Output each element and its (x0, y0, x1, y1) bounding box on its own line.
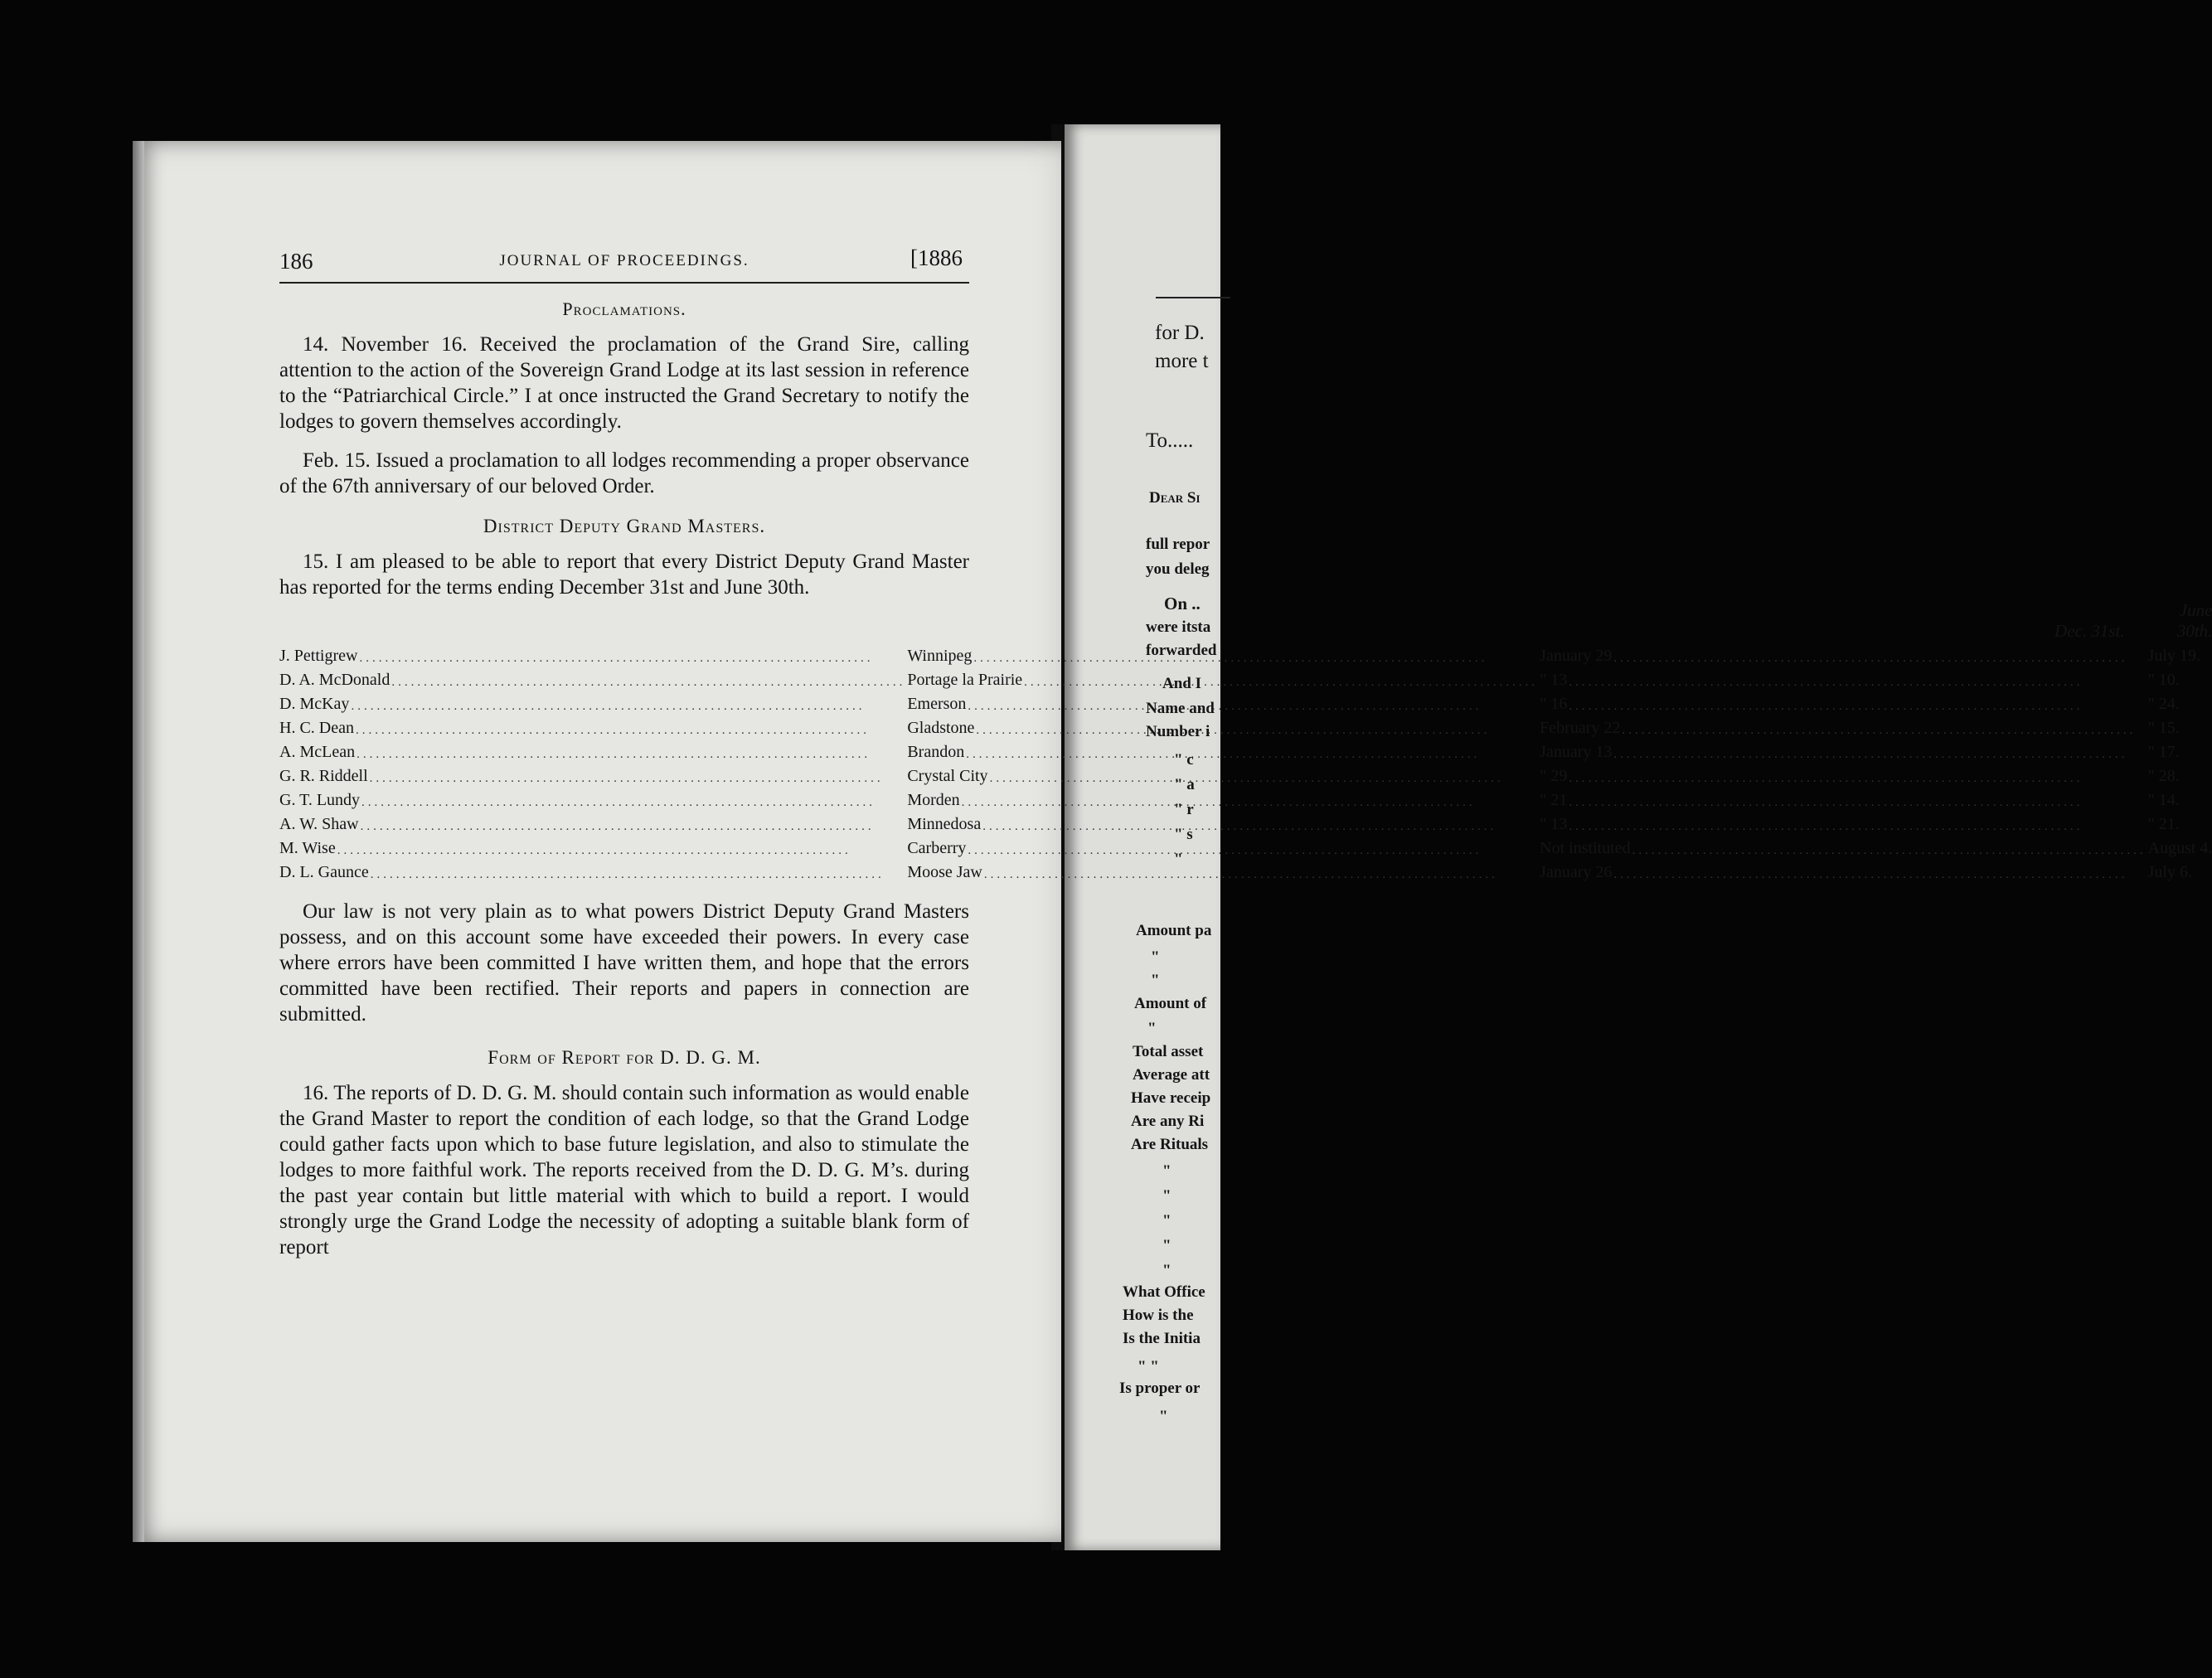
roster-name: J. Pettigrew (279, 647, 358, 665)
adjacent-line: Are any Ri (1131, 1113, 1205, 1130)
running-title: JOURNAL OF PROCEEDINGS. (499, 252, 749, 269)
roster-dec-date: " 13 (1540, 671, 1568, 689)
paragraph-feb-15: Feb. 15. Issued a proclamation to all lodges recommending a proper observance of the 67th anniversary of our beloved Order. (279, 449, 969, 497)
dot-leader (336, 844, 908, 858)
roster-june-date: " 14. (2147, 791, 2180, 809)
roster-june-date: " 17. (2147, 743, 2180, 761)
roster-row (279, 714, 2212, 738)
roster-row (279, 810, 2212, 834)
running-year: [1886 (910, 245, 963, 270)
adjacent-line: " a (1174, 776, 1195, 793)
adjacent-line: Dear Si (1149, 489, 1201, 507)
dot-leader (1631, 844, 2148, 858)
paragraph-15: 15. I am pleased to be able to report that every District Deputy Grand Master has reported for the terms ending December 31st and June 30th. (279, 550, 969, 599)
roster-row (279, 690, 2212, 714)
dot-leader (360, 796, 907, 810)
roster-lodge-place: Emerson (907, 695, 967, 713)
paragraph-powers: Our law is not very plain as to what powers District Deputy Grand Masters possess, and on this account some have exceeded their powers. In every case where errors have been committed I have written them, and hope that the errors committed have been rectified. Their reports and papers in connection are submitted. (279, 900, 969, 1026)
adjacent-line: Are Rituals (1131, 1136, 1209, 1153)
adjacent-line: To..... (1146, 429, 1194, 452)
deputy-roster-table (279, 600, 2212, 882)
dot-leader (1567, 700, 2147, 714)
roster-name: D. A. McDonald (279, 671, 390, 689)
dot-leader (369, 868, 908, 882)
roster-lodge-place: Carberry (907, 839, 967, 857)
adjacent-line: " r (1174, 801, 1194, 818)
col-june-30: June 30th. (2176, 600, 2212, 641)
dot-leader (964, 748, 1540, 762)
dot-leader (966, 700, 1540, 714)
adjacent-line: full repor (1146, 536, 1210, 553)
adjacent-line: " (1162, 1212, 1171, 1229)
dot-leader (368, 772, 908, 786)
adjacent-line: Is the Initia (1123, 1330, 1201, 1347)
roster-name: H. C. Dean (279, 719, 354, 737)
paragraph-14: 14. November 16. Received the proclamation of the Grand Sire, calling attention to the action of the Sovereign Grand Lodge at its last session in reference to the “Patriarchical Circle.” I at once instructed the Grand Secretary to notify the lodges to govern themselves accordingly. (279, 333, 969, 433)
dot-leader (1620, 724, 2147, 738)
roster-june-date: " 15. (2147, 719, 2180, 737)
roster-june-date: " 28. (2147, 767, 2180, 785)
dot-leader (960, 796, 1540, 810)
roster-lodge-place: Portage la Prairie (907, 671, 1023, 689)
roster-dec-date: " 16 (1540, 695, 1568, 713)
adjacent-line: were itsta (1146, 618, 1211, 636)
adjacent-line: And I (1162, 675, 1201, 692)
adjacent-line: Number i (1146, 723, 1210, 740)
adjacent-line: " (1151, 948, 1160, 966)
col-dec-31: Dec. 31st. (2054, 621, 2125, 641)
dot-leader (1567, 772, 2147, 786)
roster-name: G. R. Riddell (279, 767, 368, 785)
roster-lodge-place: Morden (907, 791, 960, 809)
adjacent-line: more t (1155, 350, 1209, 372)
roster-lodge-place: Winnipeg (907, 647, 973, 665)
roster-name: D. McKay (279, 695, 350, 713)
adjacent-line: On .. (1164, 594, 1201, 613)
dot-leader (390, 676, 907, 690)
dot-leader (1567, 796, 2147, 810)
roster-name: A. W. Shaw (279, 815, 359, 833)
dot-leader (1567, 676, 2147, 690)
dot-leader (981, 820, 1540, 834)
adjacent-line: Name and (1146, 700, 1215, 717)
adjacent-line: What Office (1123, 1283, 1205, 1301)
dot-leader (1612, 868, 2147, 882)
roster-lodge-place: Gladstone (907, 719, 975, 737)
roster-dec-date: " 29 (1540, 767, 1568, 785)
section-heading-proclamations: Proclamations. (562, 298, 686, 319)
adjacent-line: " (1162, 1162, 1171, 1180)
roster-name: M. Wise (279, 839, 336, 857)
roster-row (279, 834, 2212, 858)
section-heading-form: Form of Report for D. D. G. M. (488, 1047, 761, 1068)
adjacent-line: " c (1174, 751, 1194, 769)
adjacent-line: " (1162, 1237, 1171, 1254)
adjacent-line: " (1174, 851, 1183, 868)
adjacent-line: " (1162, 1262, 1171, 1279)
adjacent-line: Amount of (1134, 995, 1207, 1012)
roster-name: G. T. Lundy (279, 791, 361, 809)
dot-leader (357, 652, 907, 666)
roster-june-date: " 24. (2147, 695, 2180, 713)
paragraph-16: 16. The reports of D. D. G. M. should contain such information as would enable the Grand Master to report the condition of each lodge, so that the Grand Lodge could gather facts upon which to base future legislation, and also to stimulate the lodges to more faithful work. The reports received from the D. D. G. M’s. during the past year contain but little material with which to build a report. I would strongly urge the Grand Lodge the necessity of adopting a suitable blank form of report (279, 1082, 969, 1258)
dot-leader (359, 820, 908, 834)
roster-lodge-place: Moose Jaw (907, 863, 982, 881)
roster-june-date: August 4. (2147, 839, 2212, 857)
header-rule (279, 282, 969, 284)
adjacent-line: How is the (1123, 1307, 1194, 1324)
adjacent-line: for D. (1155, 322, 1205, 344)
dot-leader (982, 868, 1540, 882)
dot-leader (349, 700, 907, 714)
adjacent-line: " (1147, 1020, 1157, 1037)
dot-leader (988, 772, 1540, 786)
adjacent-line: you deleg (1146, 560, 1210, 578)
roster-row (279, 738, 2212, 762)
roster-june-date: " 21. (2147, 815, 2180, 833)
dot-leader (1567, 820, 2147, 834)
adjacent-line: Amount pa (1136, 922, 1212, 939)
roster-header-row (279, 600, 2212, 642)
roster-lodge-place: Crystal City (907, 767, 988, 785)
roster-lodge-place: Minnedosa (907, 815, 982, 833)
roster-name: D. L. Gaunce (279, 863, 369, 881)
roster-dec-date: February 22 (1540, 719, 1621, 737)
roster-row (279, 642, 2212, 666)
roster-june-date: July 19. (2147, 647, 2200, 665)
adjacent-line: " (1151, 972, 1160, 989)
roster-dec-date: January 29 (1540, 647, 1613, 665)
roster-row (279, 762, 2212, 786)
dot-leader (354, 724, 907, 738)
dot-leader (1612, 748, 2147, 762)
roster-body (279, 642, 2212, 882)
roster-lodge-place: Brandon (907, 743, 965, 761)
adjacent-line: Is proper or (1119, 1380, 1201, 1397)
adjacent-line: Have receip (1131, 1089, 1211, 1107)
dot-leader (1022, 676, 1540, 690)
roster-dec-date: Not instituted (1540, 839, 1631, 857)
adjacent-line: " (1162, 1187, 1171, 1205)
running-head (279, 240, 969, 274)
section-heading-deputies: District Deputy Grand Masters. (483, 516, 766, 536)
adjacent-line: Average att (1133, 1066, 1210, 1084)
adjacent-line: " (1159, 1408, 1168, 1425)
adjacent-line: Total asset (1133, 1043, 1204, 1060)
roster-dec-date: " 21 (1540, 791, 1568, 809)
adjacent-line: " " (1138, 1358, 1159, 1375)
dot-leader (355, 748, 907, 762)
dot-leader (966, 844, 1540, 858)
dot-leader (974, 724, 1540, 738)
adjacent-line: " s (1174, 826, 1193, 843)
dot-leader (972, 652, 1540, 666)
roster-dec-date: January 26 (1540, 863, 1613, 881)
adjacent-line: forwarded (1146, 642, 1217, 659)
roster-june-date: " 10. (2147, 671, 2180, 689)
adjacent-page-rule (1156, 297, 1230, 298)
roster-dec-date: January 13 (1540, 743, 1613, 761)
roster-row (279, 858, 2212, 882)
roster-dec-date: " 13 (1540, 815, 1568, 833)
page-number: 186 (279, 249, 313, 274)
roster-name: A. McLean (279, 743, 356, 761)
roster-row (279, 666, 2212, 690)
dot-leader (1612, 652, 2147, 666)
roster-row (279, 786, 2212, 810)
roster-june-date: July 6. (2147, 863, 2192, 881)
